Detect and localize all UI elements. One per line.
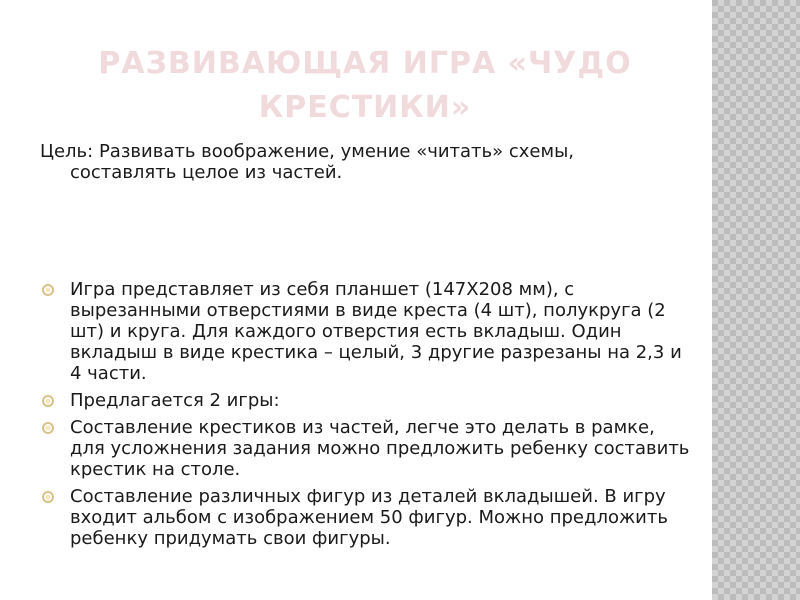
- list-item: [42, 486, 692, 549]
- slide-title: РАЗВИВАЮЩАЯ ИГРА «ЧУДО КРЕСТИКИ»: [98, 46, 632, 125]
- bullet-icon: [42, 284, 54, 296]
- list-item: [42, 417, 692, 480]
- bullet-list: [42, 279, 692, 555]
- bullet-icon: [42, 422, 54, 434]
- list-item-text: Игра представляет из себя планшет (147Х208 мм), с вырезанными отверстиями в виде креста (4 шт), полукруга (2 шт) и круга. Для каждого отверстия есть вкладыш. Один вкладыш в виде крестика – целый, 3 другие разрезаны на 2,3 и 4 части.: [70, 279, 682, 384]
- goal-line-1: Цель: Развивать воображение, умение «читать» схемы,: [40, 141, 575, 162]
- list-item: [42, 390, 692, 411]
- bullet-icon: [42, 491, 54, 503]
- list-item-text: Предлагается 2 игры:: [70, 390, 280, 411]
- list-item: [42, 279, 692, 384]
- list-item-text: Составление крестиков из частей, легче это делать в рамке, для усложнения задания можно предложить ребенку составить крестик на столе.: [70, 417, 690, 480]
- list-item-text: Составление различных фигур из деталей вкладышей. В игру входит альбом с изображением 50 фигур. Можно предложить ребенку придумать свои фигуры.: [70, 486, 668, 549]
- decorative-side-strip: [712, 0, 800, 600]
- goal-text: [40, 141, 680, 183]
- bullet-icon: [42, 395, 54, 407]
- goal-line-2: составлять целое из частей.: [70, 162, 343, 183]
